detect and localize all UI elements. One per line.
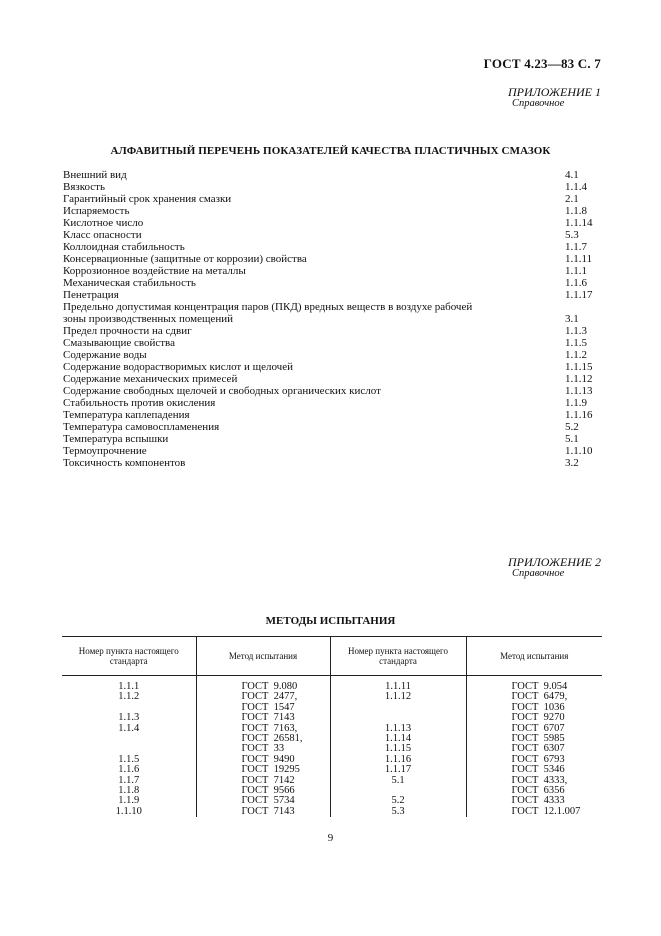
index-ref: 5.1 bbox=[565, 433, 579, 445]
test-method-cell: ГОСТ 26581, bbox=[196, 734, 330, 744]
header-cell: Метод испытания bbox=[466, 637, 602, 676]
index-ref: 1.1.16 bbox=[565, 409, 593, 421]
index-item bbox=[63, 409, 603, 421]
index-term: Механическая стабильность bbox=[63, 277, 196, 289]
clause-number-cell: 1.1.14 bbox=[330, 734, 466, 744]
clause-number-cell: 1.1.15 bbox=[330, 744, 466, 754]
index-ref: 5.2 bbox=[565, 421, 579, 433]
index-term: Испаряемость bbox=[63, 205, 130, 217]
test-method-cell: ГОСТ 6356 bbox=[466, 786, 602, 796]
clause-number-cell: 5.2 bbox=[330, 796, 466, 806]
clause-number-cell: 1.1.17 bbox=[330, 765, 466, 775]
appendix-2-title: ПРИЛОЖЕНИЕ 2 bbox=[508, 555, 601, 569]
index-ref: 1.1.6 bbox=[565, 277, 587, 289]
index-item bbox=[63, 373, 603, 385]
index-ref: 1.1.9 bbox=[565, 397, 587, 409]
index-ref: 1.1.10 bbox=[565, 445, 593, 457]
test-method-cell: ГОСТ 33 bbox=[196, 744, 330, 754]
index-term: Содержание воды bbox=[63, 349, 147, 361]
methods-table-body bbox=[62, 676, 602, 818]
index-item bbox=[63, 193, 603, 205]
index-ref: 4.1 bbox=[565, 169, 579, 181]
test-method-cell: ГОСТ 7163, bbox=[196, 724, 330, 734]
index-item bbox=[63, 397, 603, 409]
methods-table bbox=[62, 636, 602, 817]
appendix-1-subtitle: Справочное bbox=[512, 98, 565, 109]
test-method-cell: ГОСТ 6707 bbox=[466, 724, 602, 734]
appendix-1-title: ПРИЛОЖЕНИЕ 1 bbox=[508, 85, 601, 99]
page-header: ГОСТ 4.23—83 С. 7 bbox=[483, 56, 601, 71]
test-method-cell: ГОСТ 2477, bbox=[196, 692, 330, 702]
clause-number-cell: 1.1.7 bbox=[118, 774, 140, 786]
index-term: Температура вспышки bbox=[63, 433, 169, 445]
index-ref: 5.3 bbox=[565, 229, 579, 241]
index-item bbox=[63, 253, 603, 265]
test-method-cell: ГОСТ 9.080 bbox=[196, 676, 330, 693]
index-item bbox=[63, 421, 603, 433]
clause-number-cell: 1.1.3 bbox=[118, 712, 140, 724]
clause-number-cell: 1.1.5 bbox=[118, 753, 140, 765]
index-term: Термоупрочнение bbox=[63, 445, 147, 457]
header-cell: Номер пункта настоящего стандарта bbox=[62, 637, 196, 676]
clause-number-cell: 1.1.11 bbox=[330, 676, 466, 693]
test-method-cell: ГОСТ 6479, bbox=[466, 692, 602, 702]
test-method-cell: ГОСТ 12.1.007 bbox=[466, 807, 602, 817]
index-ref: 1.1.5 bbox=[565, 337, 587, 349]
index-term: Температура самовоспламенения bbox=[63, 421, 220, 433]
table-row bbox=[62, 807, 602, 817]
index-item bbox=[63, 229, 603, 241]
header-cell: Номер пункта настоящего стандарта bbox=[330, 637, 466, 676]
test-method-cell: ГОСТ 9490 bbox=[196, 755, 330, 765]
test-method-cell: ГОСТ 7143 bbox=[196, 807, 330, 817]
test-method-cell: ГОСТ 4333 bbox=[466, 796, 602, 806]
clause-number-cell: 1.1.16 bbox=[330, 755, 466, 765]
test-method-cell: ГОСТ 4333, bbox=[466, 776, 602, 786]
index-term: Предел прочности на сдвиг bbox=[63, 325, 192, 337]
index-item bbox=[63, 241, 603, 253]
test-method-cell: ГОСТ 9566 bbox=[196, 786, 330, 796]
methods-heading: МЕТОДЫ ИСПЫТАНИЯ bbox=[265, 615, 396, 627]
header-cell: Метод испытания bbox=[196, 637, 330, 676]
index-ref: 1.1.2 bbox=[565, 349, 587, 361]
index-item bbox=[63, 265, 603, 277]
test-method-cell: ГОСТ 7142 bbox=[196, 776, 330, 786]
index-ref: 1.1.14 bbox=[565, 217, 593, 229]
index-ref: 3.1 bbox=[565, 313, 579, 325]
index-ref: 1.1.12 bbox=[565, 373, 593, 385]
clause-number-cell bbox=[330, 703, 466, 713]
index-ref: 1.1.11 bbox=[565, 253, 593, 265]
test-method-cell: ГОСТ 5985 bbox=[466, 734, 602, 744]
clause-number-cell bbox=[62, 734, 196, 744]
index-term: Температура каплепадения bbox=[63, 409, 190, 421]
index-heading: АЛФАВИТНЫЙ ПЕРЕЧЕНЬ ПОКАЗАТЕЛЕЙ КАЧЕСТВА ПЛАСТИЧНЫХ СМАЗОК bbox=[110, 145, 551, 157]
index-term: Токсичность компонентов bbox=[63, 457, 186, 469]
test-method-cell: ГОСТ 1547 bbox=[196, 703, 330, 713]
index-ref: 1.1.17 bbox=[565, 289, 593, 301]
test-method-cell: ГОСТ 7143 bbox=[196, 713, 330, 723]
test-method-cell: ГОСТ 5346 bbox=[466, 765, 602, 775]
clause-number-cell: 1.1.2 bbox=[118, 691, 140, 703]
test-method-cell: ГОСТ 5734 bbox=[196, 796, 330, 806]
index-item bbox=[63, 349, 603, 361]
test-method-cell: ГОСТ 9270 bbox=[466, 713, 602, 723]
index-term: Вязкость bbox=[63, 181, 106, 193]
index-term: Гарантийный срок хранения смазки bbox=[63, 193, 232, 205]
index-item bbox=[63, 445, 603, 457]
index-ref: 1.1.15 bbox=[565, 361, 593, 373]
index-term: Предельно допустимая концентрация паров (ПКД) вредных веществ в воздухе рабочей зоны производственных помещений bbox=[63, 301, 473, 325]
methods-table-header-row bbox=[62, 637, 602, 676]
index-term: Пенетрация bbox=[63, 289, 119, 301]
index-ref: 3.2 bbox=[565, 457, 579, 469]
index-term: Класс опасности bbox=[63, 229, 142, 241]
clause-number-cell: 5.3 bbox=[330, 807, 466, 817]
test-method-cell: ГОСТ 6307 bbox=[466, 744, 602, 754]
index-item bbox=[63, 361, 603, 373]
index-item bbox=[63, 337, 603, 349]
test-method-cell: ГОСТ 19295 bbox=[196, 765, 330, 775]
clause-number-cell: 1.1.10 bbox=[115, 805, 142, 817]
index-term: Коррозионное воздействие на металлы bbox=[63, 265, 246, 277]
clause-number-cell: 1.1.6 bbox=[118, 764, 140, 776]
index-ref: 1.1.7 bbox=[565, 241, 587, 253]
index-item bbox=[63, 301, 603, 325]
index-item bbox=[63, 277, 603, 289]
index-item bbox=[63, 433, 603, 445]
index-item bbox=[63, 289, 603, 301]
test-method-cell: ГОСТ 1036 bbox=[466, 703, 602, 713]
index-item bbox=[63, 457, 603, 469]
index-ref: 1.1.8 bbox=[565, 205, 587, 217]
index-list bbox=[63, 169, 603, 469]
appendix-2-subtitle: Справочное bbox=[512, 568, 565, 579]
clause-number-cell: 1.1.12 bbox=[330, 692, 466, 702]
index-ref: 2.1 bbox=[565, 193, 579, 205]
index-item bbox=[63, 217, 603, 229]
page-number: 9 bbox=[327, 832, 334, 844]
index-term: Стабильность против окисления bbox=[63, 397, 216, 409]
index-ref: 1.1.1 bbox=[565, 265, 587, 277]
index-term: Внешний вид bbox=[63, 169, 127, 181]
clause-number-cell: 1.1.9 bbox=[118, 795, 140, 807]
test-method-cell: ГОСТ 9.054 bbox=[466, 676, 602, 693]
clause-number-cell: 5.1 bbox=[330, 776, 466, 786]
index-term: Содержание водорастворимых кислот и щелочей bbox=[63, 361, 293, 373]
index-term: Содержание механических примесей bbox=[63, 373, 238, 385]
index-item bbox=[63, 169, 603, 181]
index-ref: 1.1.3 bbox=[565, 325, 587, 337]
index-item bbox=[63, 181, 603, 193]
clause-number-cell: 1.1.1 bbox=[118, 681, 140, 692]
index-term: Кислотное число bbox=[63, 217, 144, 229]
index-item bbox=[63, 325, 603, 337]
index-item bbox=[63, 205, 603, 217]
index-ref: 1.1.4 bbox=[565, 181, 587, 193]
index-term: Коллоидная стабильность bbox=[63, 241, 185, 253]
clause-number-cell: 1.1.13 bbox=[330, 724, 466, 734]
index-item bbox=[63, 385, 603, 397]
index-ref: 1.1.13 bbox=[565, 385, 593, 397]
index-term: Смазывающие свойства bbox=[63, 337, 175, 349]
table-row bbox=[62, 676, 602, 693]
clause-number-cell: 1.1.8 bbox=[118, 785, 140, 797]
clause-number-cell: 1.1.4 bbox=[118, 722, 140, 734]
index-term: Содержание свободных щелочей и свободных органических кислот bbox=[63, 385, 381, 397]
test-method-cell: ГОСТ 6793 bbox=[466, 755, 602, 765]
index-term: Консервационные (защитные от коррозии) свойства bbox=[63, 253, 307, 265]
